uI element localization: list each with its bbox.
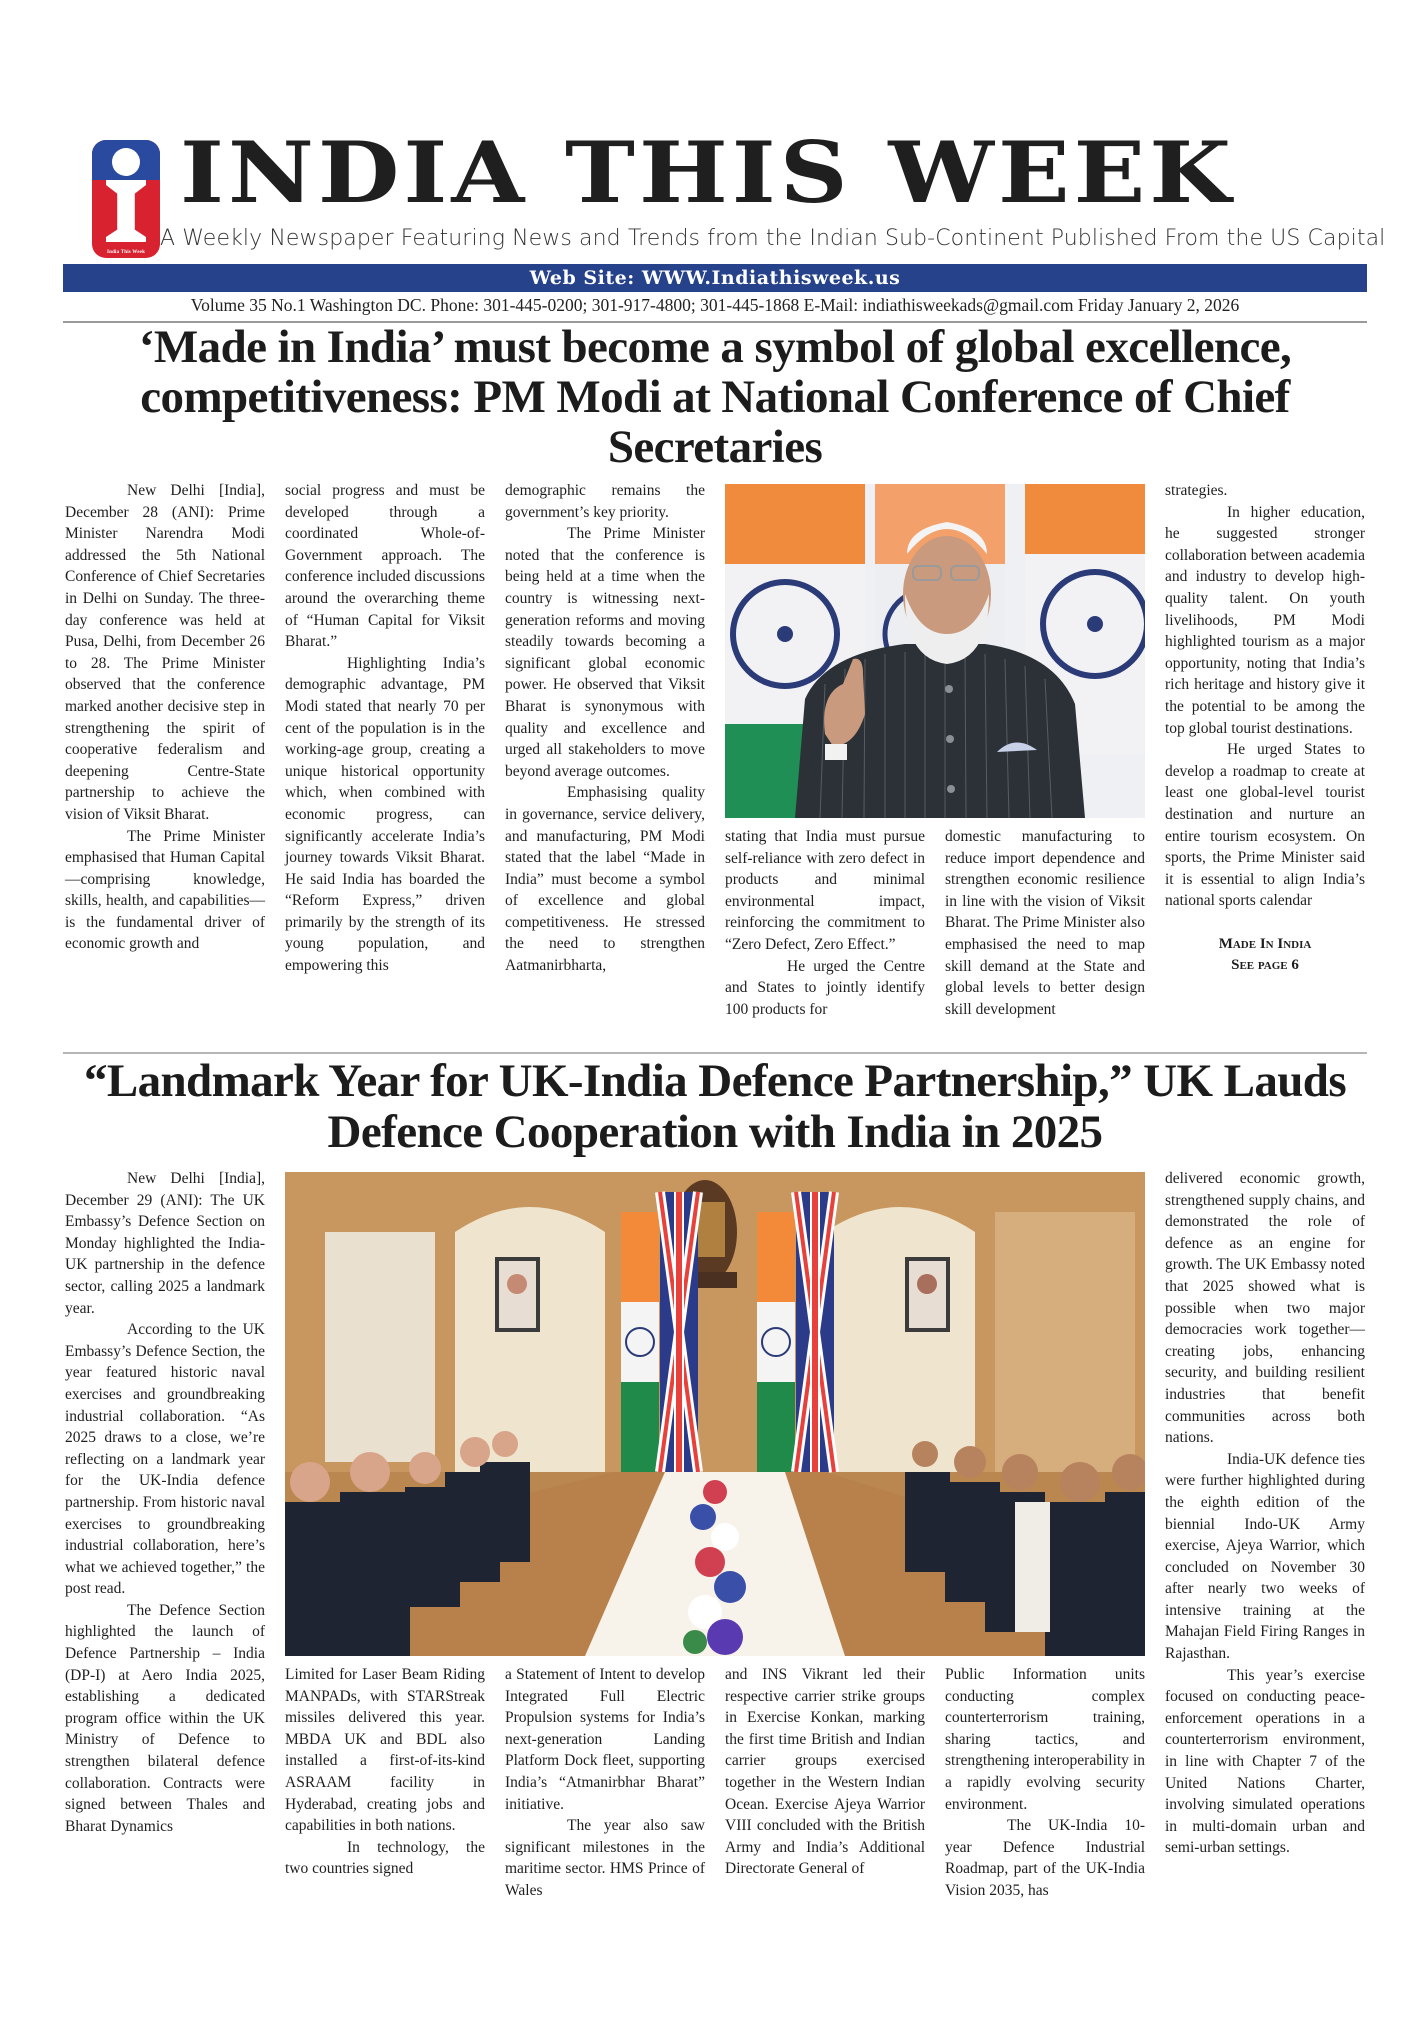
jump-page: See page 6: [1231, 956, 1299, 973]
paragraph: The Prime Minister emphasised that Human Capital—comprising knowledge, skills, health, and capabilities—is the fundamental driver of economic growth and: [65, 827, 265, 953]
indian-flag: [757, 1212, 795, 1472]
paragraph: India-UK defence ties were further highlighted during the eighth edition of the biennial Indo-UK Army exercise, Ajeya Warrior, which concluded on November 30 after nearly two weeks of intensive training at the Mahajan Field Firing Ranges in Rajasthan.: [1165, 1450, 1365, 1663]
continued-on-page-link[interactable]: [1165, 934, 1365, 976]
article1-column-6: [1165, 480, 1365, 976]
article2-column-6: [1165, 1168, 1365, 1859]
bilateral-meeting-image: [285, 1172, 1145, 1656]
paragraph: The Prime Minister noted that the conference is being held at a time when the country is witnessing next-generation reforms and moving steadily towards becoming a significant global economic power. He observed that Viksit Bharat is synonymous with quality and excellence and urged all stakeholders to move beyond average outcomes.: [505, 525, 705, 780]
paragraph: a Statement of Intent to develop Integrated Full Electric Propulsion systems for India’s next-generation Landing Platform Dock fleet, supporting India’s “Atmanirbhar Bharat” initiative.: [505, 1666, 705, 1813]
article1-column-4: [725, 826, 925, 1020]
paragraph: This year’s exercise focused on conducting peace-enforcement operations in a counterterrorism environment, in line with Chapter 7 of the United Nations Charter, involving simulated operations in multi-domain urban and semi-urban settings.: [1165, 1666, 1365, 1857]
newspaper-logo: [92, 140, 160, 258]
paragraph: stating that India must pursue self-reliance with zero defect in products and minimal environmental impact, reinforcing the commitment to “Zero Defect, Zero Effect.”: [725, 828, 925, 953]
logo-i-stem: [106, 180, 146, 242]
article1-column-3: [505, 480, 705, 977]
paragraph: He urged States to develop a roadmap to create at least one global-level tourist destination and nurture an entire tourism ecosystem. On sports, the Prime Minister said it is essential to align India’s national sports calendar: [1165, 741, 1365, 910]
paragraph: The year also saw significant milestones in the maritime sector. HMS Prince of Wales: [505, 1817, 705, 1899]
paragraph: The Defence Section highlighted the launch of Defence Partnership – India (DP-I) at Aero India 2025, establishing a dedicated program office within the UK Ministry of Defence to strengthen bilateral defence collaboration. Contracts were signed between Thales and Bharat Dynamics: [65, 1601, 265, 1835]
jump-title: Made In India: [1218, 935, 1312, 952]
paragraph: New Delhi [India], December 29 (ANI): The UK Embassy’s Defence Section on Monday highlighted the India-UK partnership in the defence sector, calling 2025 a landmark year.: [65, 1170, 265, 1317]
article2-column-3: [505, 1664, 705, 1902]
paragraph: strategies.: [1165, 482, 1228, 499]
article1-headline: ‘Made in India’ must become a symbol of global excellence, competitiveness: PM Modi at National Conference of Chief Secretaries: [138, 321, 1292, 473]
article1-photo: [725, 484, 1145, 818]
logo-caption: India This Week: [106, 250, 146, 255]
article2-photo: [285, 1172, 1145, 1656]
paragraph: In higher education, he suggested stronger collaboration between academia and industry to develop high-quality talent. On youth livelihoods, PM Modi highlighted tourism as a major opportunity, noting that India’s rich heritage and history give it the potential to be among the top global tourist destinations.: [1165, 503, 1365, 737]
website-banner: [63, 264, 1367, 292]
uk-flag: [660, 1192, 698, 1472]
paragraph: The UK-India 10-year Defence Industrial Roadmap, part of the UK-India Vision 2035, has: [945, 1817, 1145, 1899]
paragraph: social progress and must be developed through a coordinated Whole-of-Government approach. The conference included discussions around the overarching theme of “Human Capital for Viksit Bharat.”: [285, 482, 485, 651]
article2-column-1: [65, 1168, 265, 1837]
paragraph: Public Information units conducting complex counterterrorism training, sharing tactics, and strengthening interoperability in a rapidly evolving security environment.: [945, 1666, 1145, 1813]
paragraph: Limited for Laser Beam Riding MANPADs, with STARStreak missiles delivered this year. MBDA UK and BDL also installed a first-of-its-kind ASRAAM facility in Hyderabad, creating jobs and capabilities in both nations.: [285, 1666, 485, 1835]
article2-column-2: [285, 1664, 485, 1880]
logo-i-dot: [112, 148, 140, 176]
article2-headline: “Landmark Year for UK-India Defence Partnership,” UK Lauds Defence Cooperation with India in 2025: [83, 1055, 1347, 1158]
paragraph: According to the UK Embassy’s Defence Section, the year featured historic naval exercises and groundbreaking industrial collaboration. “As 2025 draws to a close, we’re reflecting on a landmark year for the UK-India defence partnership. From historic naval exercises to groundbreaking industrial collaboration, here’s what we achieved together,” the post read.: [65, 1321, 265, 1598]
article1-column-2: [285, 480, 485, 977]
paragraph: Emphasising quality in governance, service delivery, and manufacturing, PM Modi stated that the label “Made in India” must become a symbol of excellence and global competitiveness. He stressed the need to strengthen Aatmanirbharta,: [505, 784, 705, 975]
article1-column-1: [65, 480, 265, 955]
article2-column-4: [725, 1664, 925, 1880]
paragraph: and INS Vikrant led their respective carrier strike groups in Exercise Konkan, marking the first time British and Indian carrier groups exercised together in the Western Indian Ocean. Exercise Ajeya Warrior VIII concluded with the British Army and India’s Additional Directorate General of: [725, 1666, 925, 1878]
uk-flag: [796, 1192, 834, 1472]
paragraph: demographic remains the government’s key priority.: [505, 482, 705, 521]
modi-portrait-image: [725, 484, 1145, 818]
divider-rule: [63, 1052, 1367, 1054]
newspaper-tagline: A Weekly Newspaper Featuring News and Trends from the Indian Sub-Continent Published From the US Capital: [160, 226, 1386, 251]
website-link[interactable]: Web Site: WWW.Indiathisweek.us: [529, 267, 901, 289]
article1-column-5: [945, 826, 1145, 1020]
paragraph: domestic manufacturing to reduce import dependence and strengthen economic resilience in line with the vision of Viksit Bharat. The Prime Minister also emphasised the need to map skill demand at the State and global levels to better design skill development: [945, 828, 1145, 1018]
article2-column-5: [945, 1664, 1145, 1902]
paragraph: In technology, the two countries signed: [285, 1838, 485, 1878]
paragraph: Highlighting India’s demographic advantage, PM Modi stated that nearly 70 per cent of the population is in the working-age group, creating a unique historical opportunity which, when combined with economic progress, can significantly accelerate India’s journey towards Viksit Bharat. He said India has boarded the “Reform Express,” driven primarily by the strength of its young population, and empowering this: [285, 654, 485, 975]
paragraph: New Delhi [India], December 28 (ANI): Prime Minister Narendra Modi addressed the 5th National Conference of Chief Secretaries in Delhi on Sunday. The three-day conference was held at Pusa, Delhi, from December 26 to 28. The Prime Minister observed that the conference marked another decisive step in strengthening the spirit of cooperative federalism and deepening Centre-State partnership to achieve the vision of Viksit Bharat.: [65, 482, 265, 823]
issue-info-line: Volume 35 No.1 Washington DC. Phone: 301-445-0200; 301-917-4800; 301-445-1868 E-Mail: indiathisweekads@gmail.com Friday January 2, 2026: [190, 295, 1240, 315]
indian-flag: [621, 1212, 659, 1472]
paragraph: He urged the Centre and States to jointly identify 100 products for: [725, 957, 925, 1018]
newspaper-title: INDIA THIS WEEK: [180, 123, 1235, 223]
paragraph: delivered economic growth, strengthened supply chains, and demonstrated the role of defence as an engine for growth. The UK Embassy noted that 2025 showed what is possible when two major democracies work together—creating jobs, enhancing security, and building resilient industries that benefit communities across both nations.: [1165, 1170, 1365, 1447]
